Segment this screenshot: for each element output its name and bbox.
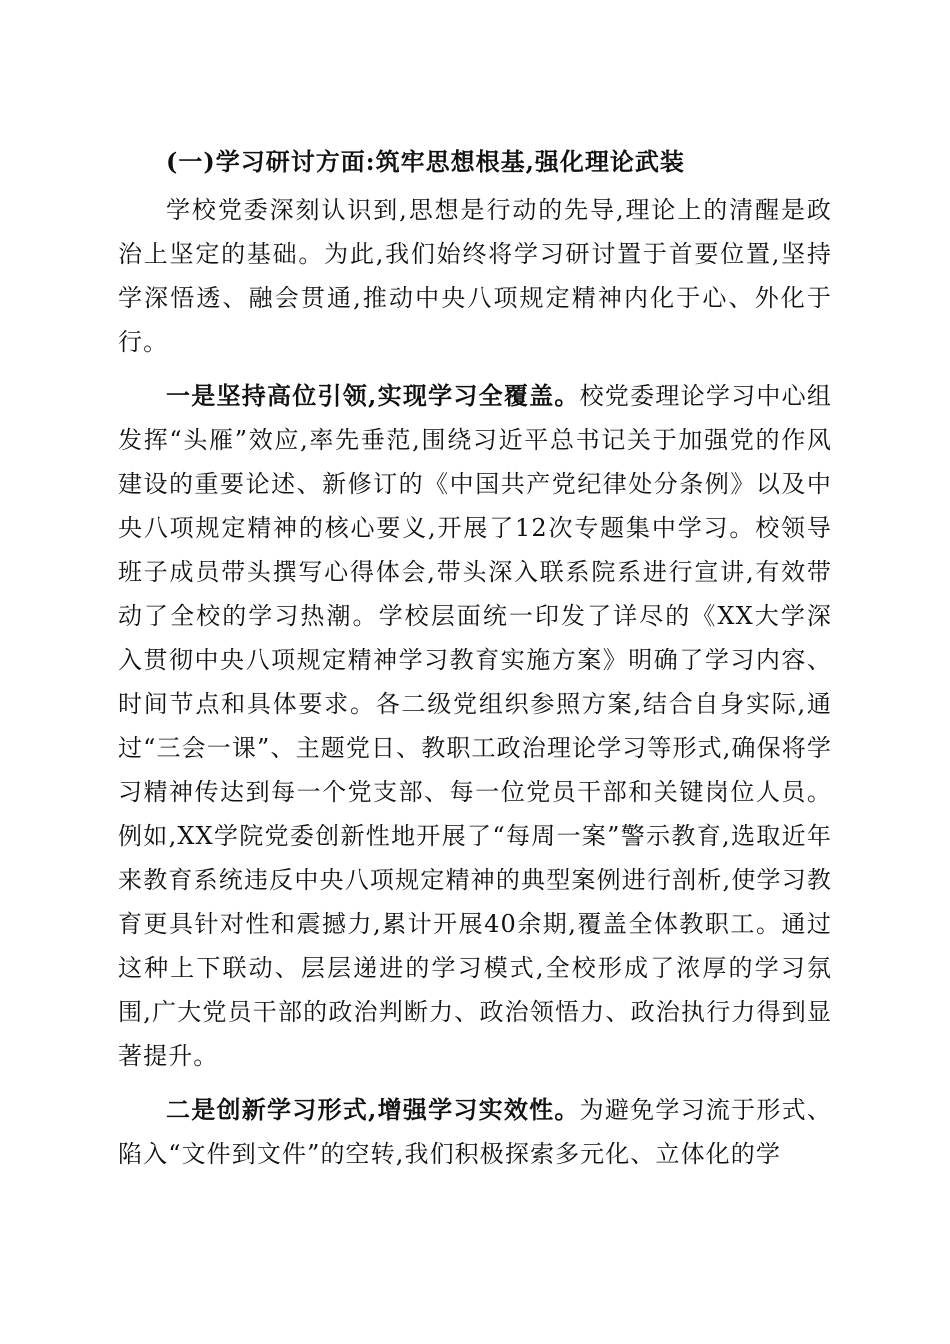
paragraph-point-two [118, 1088, 832, 1176]
paragraph-body: 为避免学习流于形式、陷入“文件到文件”的空转,我们积极探索多元化、立体化的学 [118, 1096, 833, 1168]
section-heading: (一)学习研讨方面:筑牢思想根基,强化理论武装 [166, 147, 685, 176]
paragraph-lead: 一是坚持高位引领,实现学习全覆盖。 [166, 381, 580, 410]
paragraph-body: 学校党委深刻认识到,思想是行动的先导,理论上的清醒是政治上坚定的基础。为此,我们始终将学习研讨置于首要位置,坚持学深悟透、融会贯通,推动中央八项规定精神内化于心、外化于行。 [118, 196, 832, 356]
paragraph-point-one [118, 374, 832, 1078]
paragraph-body: 校党委理论学习中心组发挥“头雁”效应,率先垂范,围绕习近平总书记关于加强党的作风建设的重要论述、新修订的《中国共产党纪律处分条例》以及中央八项规定精神的核心要义,开展了12次专题集中学习。校领导班子成员带头撰写心得体会,带头深入联系院系进行宣讲,有效带动了全校的学习热潮。学校层面统一印发了详尽的《XX大学深入贯彻中央八项规定精神学习教育实施方案》明确了学习内容、时间节点和具体要求。各二级党组织参照方案,结合自身实际,通过“三会一课”、主题党日、教职工政治理论学习等形式,确保将学习精神传达到每一个党支部、每一位党员干部和关键岗位人员。例如,XX学院党委创新性地开展了“每周一案”警示教育,选取近年来教育系统违反中央八项规定精神的典型案例进行剖析,使学习教育更具针对性和震撼力,累计开展40余期,覆盖全体教职工。通过这种上下联动、层层递进的学习模式,全校形成了浓厚的学习氛围,广大党员干部的政治判断力、政治领悟力、政治执行力得到显著提升。 [118, 382, 833, 1070]
document-body [118, 140, 832, 1186]
paragraph-lead: 二是创新学习形式,增强学习实效性。 [166, 1095, 580, 1124]
paragraph-intro [118, 188, 832, 364]
